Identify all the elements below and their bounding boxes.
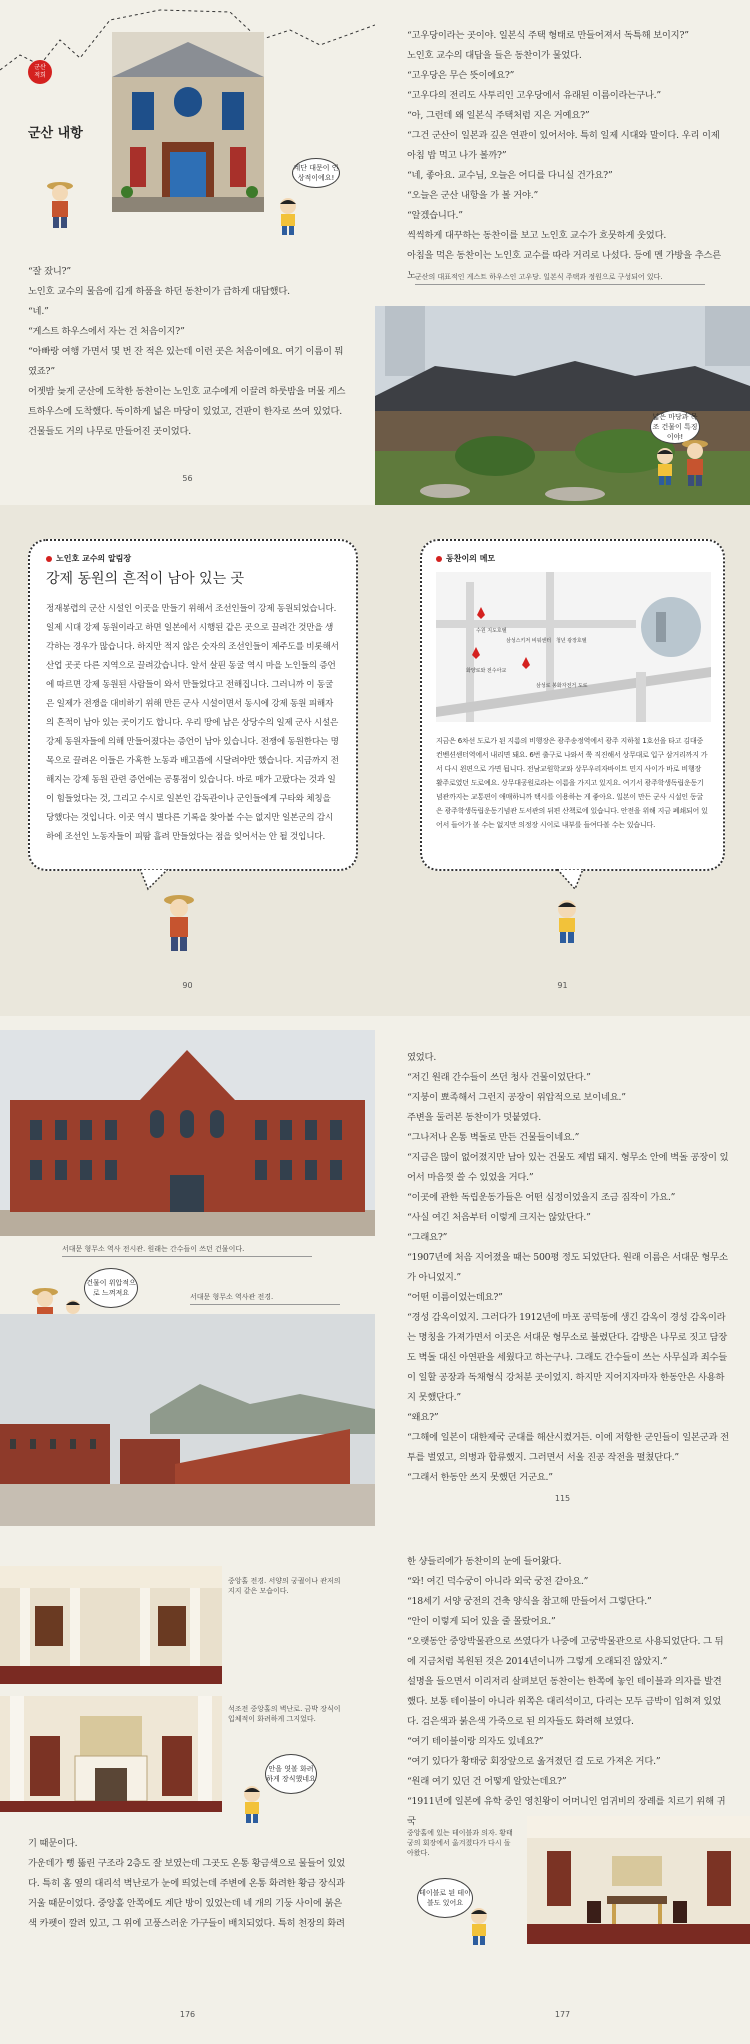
paragraph: 노인호 교수의 대답을 들은 동찬이가 물었다. (407, 50, 582, 61)
building-drawing (112, 32, 264, 212)
paragraph: “지붕이 뾰족해서 그런지 공장이 위압적으로 보이네요.” (407, 1092, 626, 1103)
prison-hall-drawing (0, 1030, 375, 1236)
bubble-tail (140, 869, 170, 891)
map-label: 수원 지도호텔 (476, 628, 507, 634)
bubble-tail (555, 869, 585, 891)
paragraph: “네.” (28, 306, 49, 317)
paragraph: “왜요?” (407, 1412, 439, 1423)
page-number: 56 (182, 474, 193, 483)
paragraph: “오늘은 군산 내항을 가 볼 거야.” (407, 190, 539, 201)
paragraph: “오랫동안 중앙박물관으로 쓰였다가 나중에 고궁박물관으로 사용되었단다. 그 뒤에 지금처럼 복원된 것은 2014년이니까 그렇게 오래되진 않았지.” (407, 1636, 724, 1667)
paragraph: “알겠습니다.” (407, 210, 463, 221)
photo-caption: 서대문 형무소 역사관 전경. (190, 1292, 340, 1305)
note-label (46, 553, 340, 564)
paragraph: “그해에 일본이 대한제국 군대를 해산시켰거든. 이에 저항한 군인들이 일본군과 전투를 벌였고, 의병과 합류했지. 그러면서 서울 진공 작전을 펼쳤단다.” (407, 1432, 729, 1463)
paragraph: “잘 잤니?” (28, 266, 71, 277)
note-title: 강제 동원의 흔적이 남아 있는 곳 (46, 571, 245, 587)
note-body: 정재봉렵의 군산 시설인 이곳을 만들기 위해서 조선인들이 강제 동원되었습니다. 일제 시대 강제 동원이라고 하면 일본에서 시행된 같은 곳으로 끌려간 것만을 생각하는 경우가 많습니다. 하지만 적지 않은 숫자의 조선인들이 제주도를 비롯해서 산업 곳곳 다른 지역으로 끌려갔습니다. 알서 살핀 동굴 역시 마을 노인들의 증언에 따르면 강제 동원된 사람들이 와서 만들었다고 전해집니다. 그러니까 이 동굴은 일제가 전쟁을 대비하기 위해 만든 군사 시설이면서 동시에 강제 동원 피해자의 흔적이 남아 있는 곳이기도 합니다. 우리 땅에 남은 상당수의 일제 군사 시설은 강제 동원자들에 의해 만들어졌다는 증언이 남아 있습니다. 전쟁에 동원한다는 명목으로 끌려온 이들은 가혹한 노동과 배고픔에 시달려야만 했습니다. 지금까지 전해지는 강제 동원 관련 증언에는 공통점이 있습니다. 바로 매가 고팠다는 것과 일이 힘들었다는 것, 그리고 수시로 일본인 감독관이나 군인들에게 구타와 체칭을 당했다는 것입니다. 이곳 역시 별다른 기록을 찾아볼 수는 없지만 일본군의 감시 하에 조선인 노동자들이 피땀 흘려 만들었다는 점을 잊어서는 안 될 것입니다. (46, 604, 339, 842)
paragraph: “고우다의 전리도 사투리인 고우당에서 유래된 이름이라는구나.” (407, 90, 661, 101)
page-115 (375, 1016, 750, 1528)
building-photo (112, 32, 264, 212)
paragraph: “안이 이렇게 되어 있을 줄 몰랐어요.” (407, 1616, 556, 1627)
page-number: 176 (179, 2010, 196, 2019)
paragraph: 노인호 교수의 물음에 깁게 하품을 하던 동찬이가 급하게 대답했다. (28, 286, 290, 297)
paragraph: “여기 있다가 황태궁 회장앞으로 옮겨졌던 걸 도로 가져온 거다.” (407, 1756, 661, 1767)
paragraph: “지금은 많이 없어졌지만 남아 있는 건물도 제법 돼지. 형무소 안에 벽돌 공장이 있어서 마음껏 쓸 수 있었을 거다.” (407, 1152, 729, 1183)
paragraph: “그건 군산이 일본과 깊은 연관이 있어서야. 특히 일제 시대와 말이다. 우리 이제 아침 밥 먹고 나가 볼까?” (407, 130, 720, 161)
map-label: 삼성스키저 비워센터 (506, 638, 552, 644)
paragraph: 어젯밤 늦게 군산에 도착한 동찬이는 노인호 교수에게 이끌려 하룻밤을 머물 게스트하우스에 도착했다. 독이하게 넓은 마당이 있었고, 건판이 한자로 쓰여 있었다. 건물들도 거의 나무로 만들어진 곳이었다. (28, 386, 346, 437)
paragraph: 기 때문이다. (28, 1838, 78, 1849)
speech-bubble: 테이블로 된 테이블도 있어요 (417, 1878, 473, 1918)
memo-body: 지금은 6차선 도로가 된 지름의 비행장은 광주송정역에서 광주 지하철 1호선을 타고 김대중컨벤션센터역에서 내리면 돼요. 6번 출구로 나와서 쭉 직진해서 상무대로 입구 삼거리까지 가서 다시 왼편으로 가면 됩니다. 전남교원학교와 상무우리자바이트 민지 사이가 바로 비행장 활주로였던 도로예요. 상무대공원로라는 이름을 가지고 있지요. 여기서 광주학생독립운동기념관까지는 교통편이 애매하니까 택시를 이용하는 게 좋아요. 일본이 만든 군사 시설인 동굴은 광주학생독립운동기념관 도서관의 뒤편 산책로에 있습니다. 안전을 위해 지금 폐쇄되어 있어서 들어가 볼 수는 없지만 의정장 시이로 내부를 들여다볼 수는 있습니다. (436, 737, 708, 829)
central-hall-photo (0, 1566, 222, 1684)
paragraph: 주변을 둘러본 동찬이가 덧붙였다. (407, 1112, 541, 1123)
fireplace-photo (0, 1696, 222, 1812)
paragraph: 설명을 들으면서 이리저리 살펴보던 동찬이는 한쪽에 놓인 테이블과 의자를 발견했다. 보통 테이블이 아니라 위쪽은 대리석이고, 다리는 모두 금박이 입혀져 있었다. 검은색과 붉은색 가죽으로 된 의자들도 화려해 보였다. (407, 1676, 722, 1727)
spread-3 (0, 1016, 750, 1528)
page-56 (0, 0, 375, 505)
paragraph: “그나저나 온통 벽돌로 만든 건물들이네요.” (407, 1132, 580, 1143)
professor-mascot (162, 891, 196, 953)
fireplace-drawing (0, 1696, 222, 1812)
speech-bubble: 넓은 마당과 목조 건물이 특징이야! (650, 410, 700, 444)
boy-mascot (276, 196, 300, 236)
paragraph: “고우당이라는 곳이야. 일본식 주택 형태로 만들어져서 독특해 보이지?” (407, 30, 689, 41)
memo-label (436, 553, 709, 564)
professor-mascot (45, 178, 75, 230)
story-text (407, 1552, 729, 1832)
note-label-text: 노인호 교수의 알림장 (56, 554, 132, 563)
page-177 (375, 1528, 750, 2044)
spread-4 (0, 1528, 750, 2044)
page-176 (0, 1528, 375, 2044)
photo-caption: 서대문 형무소 역사 전시관. 원래는 간수들이 쓰던 건물이다. (62, 1244, 312, 1257)
photo-caption: 중앙홀 전경. 서양의 궁궐이나 관저의 지지 같은 모습이다. (228, 1577, 341, 1595)
memo-box (420, 539, 725, 871)
paragraph: “저긴 원래 간수들이 쓰던 청사 건물이었단다.” (407, 1072, 591, 1083)
boy-mascot (240, 1784, 264, 1824)
speech-bubble: 안을 엿볼 화려하게 장식했네요 (265, 1754, 317, 1794)
paragraph: “1911년에 일본에 유학 중인 영친왕이 어머니인 엄귀비의 장례를 치르기 위해 귀국 (407, 1796, 726, 1827)
photo-caption: 중앙홀에 있는 테이블과 의자. 황태궁의 회장에서 옮겨졌다가 다시 돌아왔다. (407, 1829, 513, 1857)
map-label: 화양로와 전수아교 (466, 668, 507, 674)
bullet-icon (46, 556, 52, 562)
paragraph: 가운데가 뻥 뚫린 구조라 2층도 잘 보였는데 그곳도 온통 황금색으로 물들어 있었다. 특히 홈 옆의 대리석 벽난로가 눈에 띄었는데 주변에 온통 화려한 황금 장식과 거울 때문이었다. 중앙홀 안쪽에도 계단 방이 있었는데 네 개의 기둥 사이에 붉은색 카펫이 깔려 있고, 그 위에 고풍스러운 가구들이 배치되었다. 특히 천장의 화려 (28, 1858, 346, 1929)
boy-mascot (653, 446, 677, 486)
professor-mascot (680, 436, 710, 488)
map-label: 청년 광장호텔 (556, 638, 587, 644)
paragraph: “그래서 한동안 쓰지 못했던 거군요.” (407, 1472, 553, 1483)
photo-caption: 군산의 대표적인 게스트 하우스인 고우당. 일본식 주택과 정원으로 구성되어 있다. (415, 272, 705, 285)
paragraph: “원래 여기 있던 건 어떻게 알았는데요?” (407, 1776, 567, 1787)
chapter-title: 군산 내항 (28, 126, 83, 141)
area-map (436, 572, 711, 722)
chapter-badge-sub: 적희 (34, 72, 46, 79)
paragraph: “18세기 서양 궁전의 건축 양식을 참고해 만들어서 그렇단다.” (407, 1596, 652, 1607)
chapter-badge (28, 60, 52, 84)
note-box (28, 539, 358, 871)
paragraph: “경성 감옥이었지. 그러다가 1912년에 마포 공덕동에 생긴 감옥이 경성 감옥이라는 명칭을 가져가면서 이곳은 서대문 형무소로 불렸단다. 감방은 나무로 짓고 담장도 벽돌 대신 아연판을 세웠다고 하는구나. 그래도 간수들이 쓰는 사무실과 죄수들이 일할 공장과 독채형식 강처분 곳이었지. 하지만 지어지자마자 한동안은 사용하지 못했단다.” (407, 1312, 728, 1403)
story-text (407, 1048, 729, 1488)
paragraph: “여기 테이블이랑 의자도 있네요?” (407, 1736, 544, 1747)
prison-complex-drawing (0, 1314, 375, 1526)
table-room-drawing (527, 1816, 750, 1944)
memo-label-text: 동찬이의 메모 (446, 554, 496, 563)
prison-hall-photo (0, 1030, 375, 1236)
speech-bubble: 건물이 위압적으로 느껴져요 (84, 1268, 138, 1308)
paragraph: “아, 그런데 왜 일본식 주택처럼 지은 거예요?” (407, 110, 590, 121)
paragraph: “와! 여긴 덕수궁이 아니라 외국 궁전 같아요.” (407, 1576, 589, 1587)
paragraph: “고우당은 무슨 뜻이에요?” (407, 70, 515, 81)
paragraph: “이곳에 관한 독립운동가들은 어떤 심정이었을지 조금 짐작이 가요.” (407, 1192, 676, 1203)
paragraph: “게스트 하우스에서 자는 건 처음이지?” (28, 326, 185, 337)
paragraph: “사실 여긴 처음부터 이렇게 크지는 않았단다.” (407, 1212, 591, 1223)
page-57 (375, 0, 750, 505)
spread-2 (0, 505, 750, 1016)
bullet-icon (436, 556, 442, 562)
page-114 (0, 1016, 375, 1528)
story-text (28, 262, 348, 442)
paragraph: “어떤 이름이었는데요?” (407, 1292, 503, 1303)
page-90 (0, 505, 375, 1016)
paragraph: 한 샹들리에가 동찬이의 눈에 들어왔다. (407, 1556, 562, 1567)
paragraph: “1907년에 처음 지어졌을 때는 500평 정도 되었단다. 원래 이름은 서대문 형무소가 아니었지.” (407, 1252, 728, 1283)
paragraph: 씩씩하게 대꾸하는 동찬이를 보고 노인호 교수가 흐뭇하게 웃었다. (407, 230, 667, 241)
central-hall-drawing (0, 1566, 222, 1684)
map-label: 삼성로 봉화자전거 도로 (536, 683, 588, 689)
page-number: 115 (554, 1494, 571, 1503)
paragraph: “아빠랑 여행 가면서 몇 번 잔 적은 있는데 이런 곳은 처음이에요. 여기 이름이 뭐였죠?” (28, 346, 344, 377)
spread-1 (0, 0, 750, 505)
paragraph: 였었다. (407, 1052, 437, 1063)
page-91 (375, 505, 750, 1016)
prison-complex-photo (0, 1314, 375, 1526)
paragraph: “그래요?” (407, 1232, 448, 1243)
story-text (28, 1834, 350, 1934)
boy-mascot (553, 897, 581, 945)
photo-caption: 석조전 중앙홀의 벽난로. 금박 장식이 입체적이 화려하게 그지었다. (228, 1705, 341, 1723)
page-number: 91 (557, 981, 568, 990)
speech-bubble: 계단 대문이 인상적이에요! (292, 158, 340, 188)
chapter-badge-text: 군산 (34, 64, 46, 71)
table-room-photo (527, 1816, 750, 1944)
page-number: 177 (554, 2010, 571, 2019)
story-text (407, 26, 729, 286)
page-number: 90 (182, 981, 193, 990)
paragraph: 아침을 먹은 동찬이는 노인호 교수를 따라 거리로 나섰다. 등에 멘 가방을 추스른 노 (407, 250, 722, 281)
boy-mascot (467, 1906, 491, 1946)
paragraph: “네, 좋아요. 교수님, 오늘은 어디를 다니실 건가요?” (407, 170, 613, 181)
